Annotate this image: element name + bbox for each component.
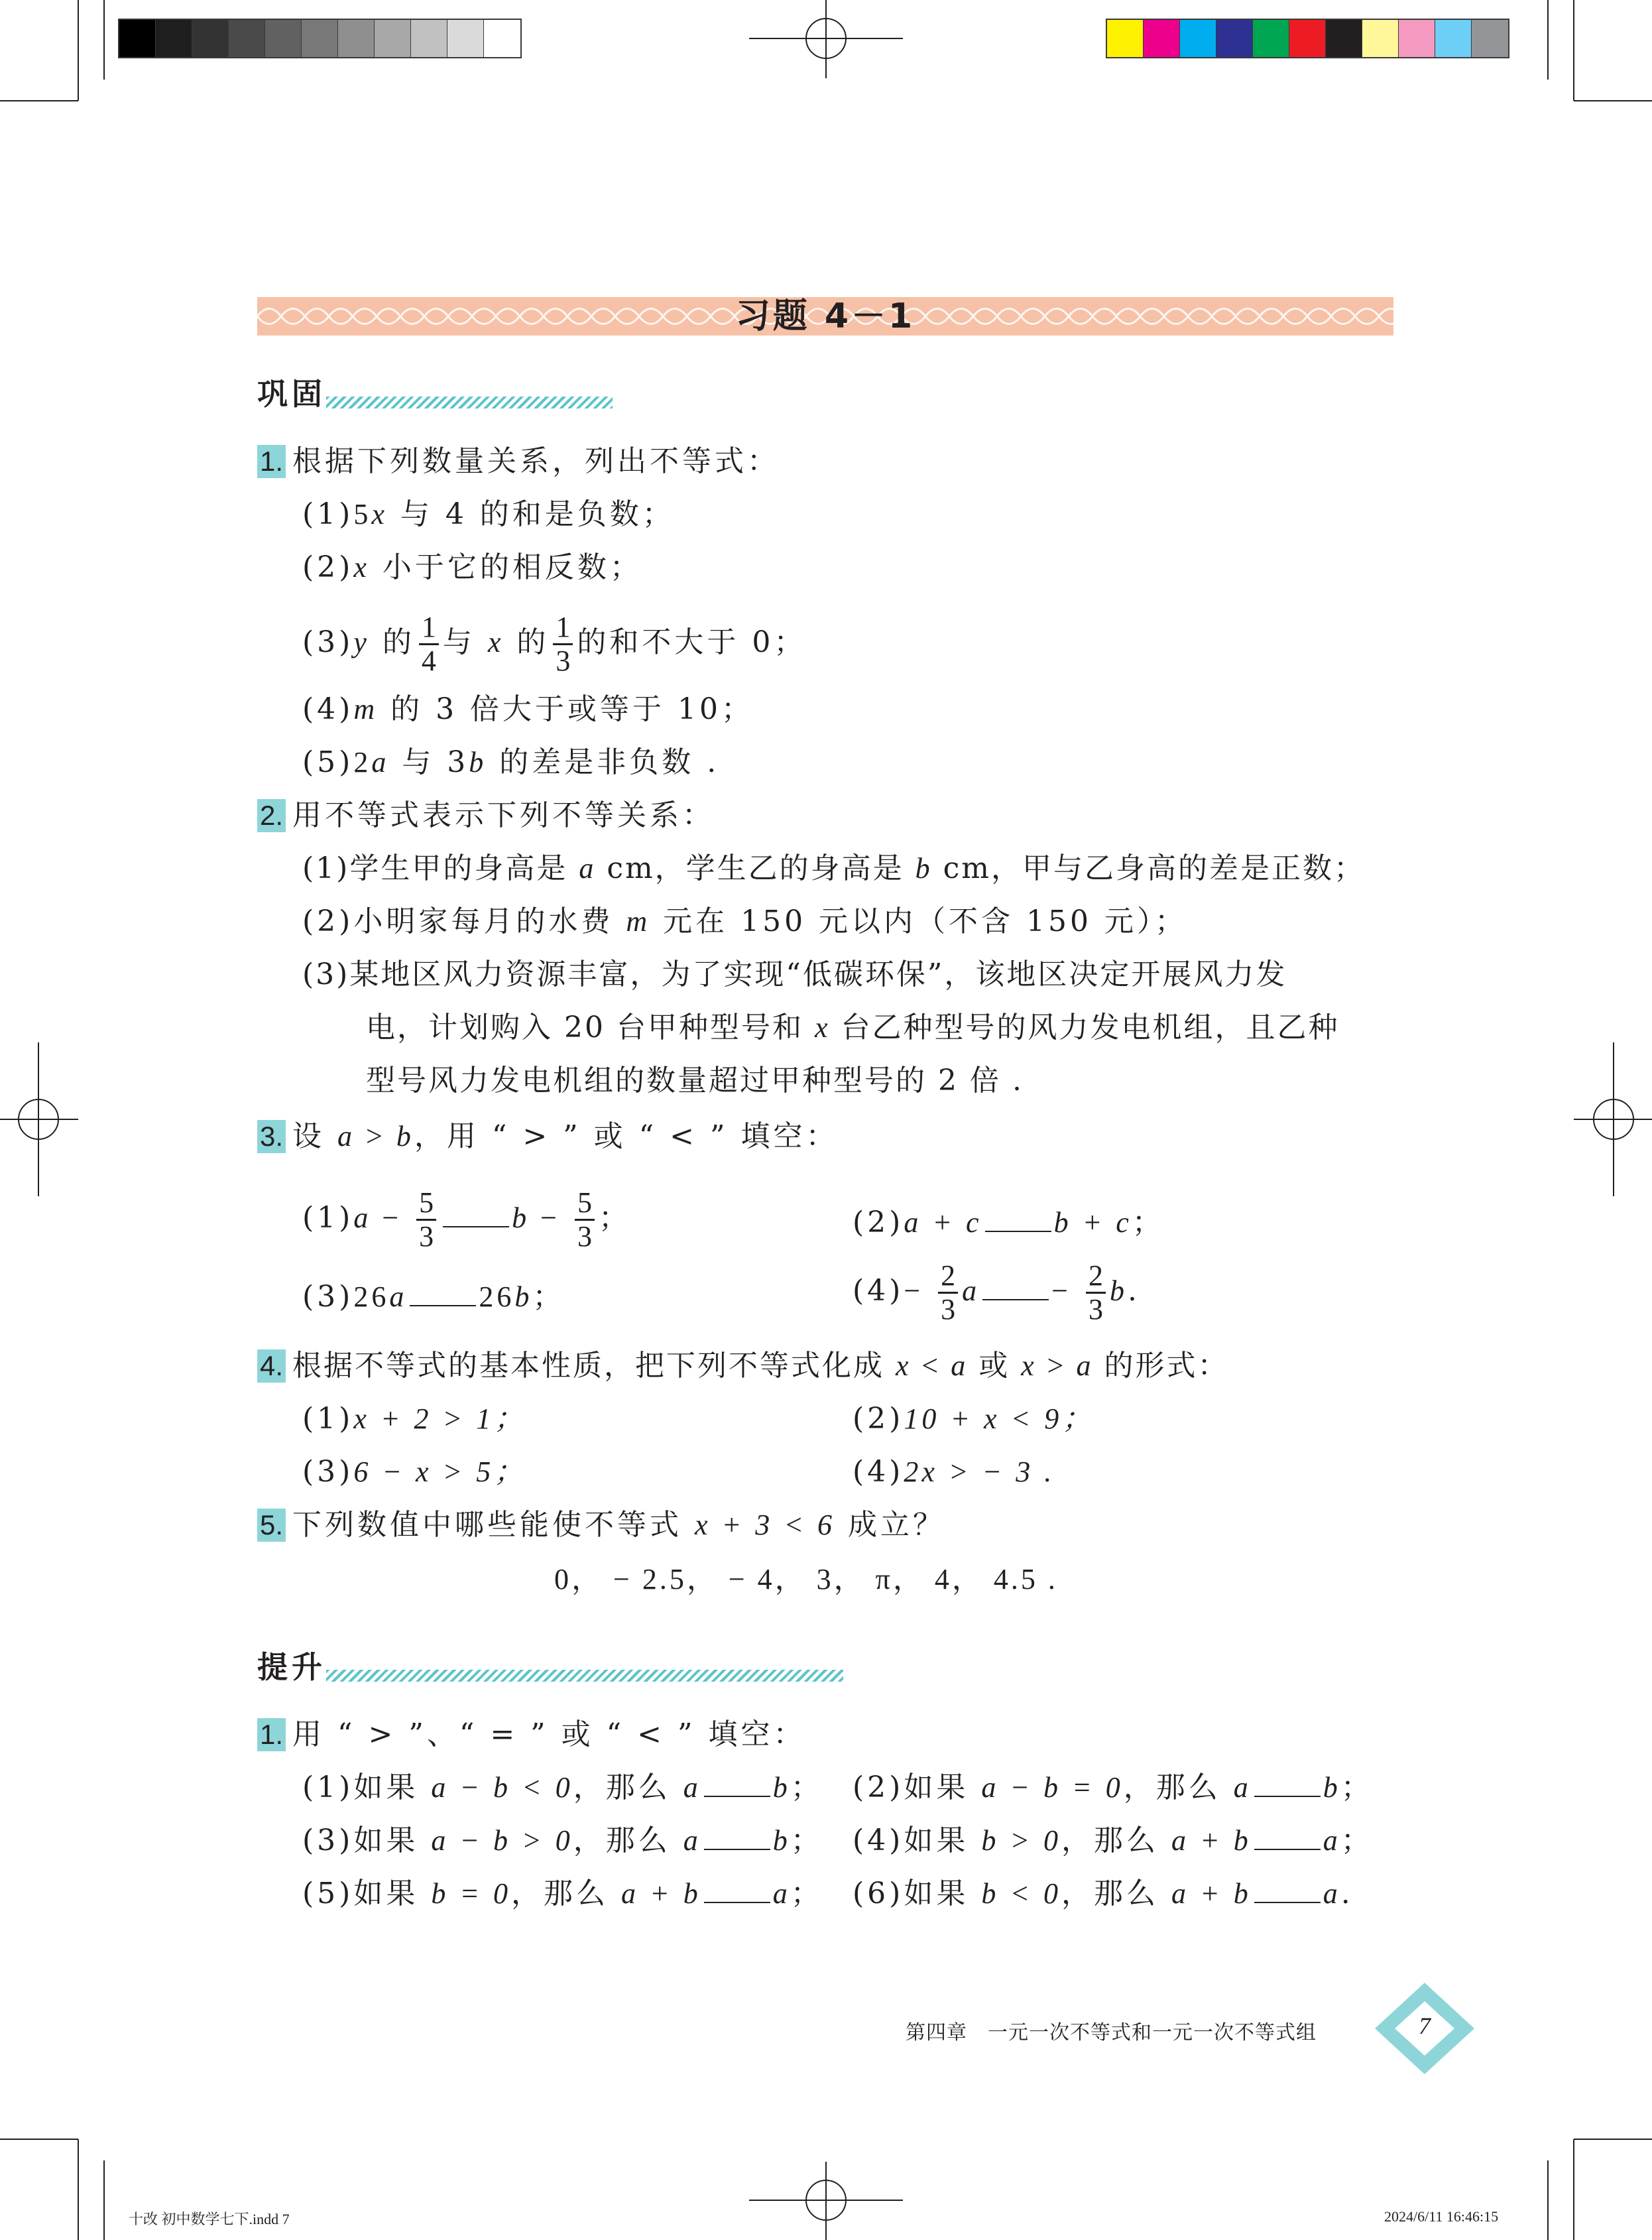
color-swatch [1144,20,1180,57]
math-var: a [389,1280,408,1313]
denominator: 4 [421,645,436,677]
item-text: 与 3 [389,745,469,779]
answer-blank[interactable] [1254,1769,1321,1797]
math-expr: 6 − x > 5； [353,1456,527,1488]
math-var: m [353,693,379,725]
question-stem: 的形式： [1092,1349,1229,1383]
item-label: (4) [302,692,354,726]
item-text: ； [532,1280,565,1314]
item-label: (2) [853,1771,904,1804]
math-expr: a + b [1171,1824,1252,1857]
question-4 [257,1346,1228,1386]
item-text: 小于它的相反数； [369,550,642,584]
q2-item-2 [302,902,1187,942]
math-var: y [353,626,370,658]
item-text: ； [1132,1206,1165,1239]
question-stem: 或 [967,1349,1022,1383]
math-var: b [772,1824,791,1857]
gray-swatch [229,20,265,57]
item-label: (2) [853,1402,904,1436]
q1-item-3 [302,611,806,677]
section-heading-improve [257,1643,326,1690]
math-var: b [396,1120,414,1152]
gray-swatch [338,20,375,57]
math: − [904,1275,935,1307]
q1-item-4 [302,690,754,729]
item-text: 如果 [353,1824,432,1857]
math-var: b [772,1771,791,1804]
math-var: a [579,852,596,885]
denominator: 3 [1088,1293,1103,1326]
math-expr: a + b [1171,1877,1252,1910]
item-text: ，那么 [1061,1877,1172,1910]
improve-question-1 [257,1715,805,1755]
math-var: x [814,1011,830,1044]
q1-item-1 [302,495,675,534]
gray-swatch [302,20,338,57]
item-label: (4) [853,1455,904,1489]
question-stem: 设 [292,1119,338,1153]
math-expr: 2x > − 3 . [904,1456,1055,1488]
item-label: (3) [302,1455,354,1489]
p1-item-2 [853,1768,1374,1808]
color-swatch [1107,20,1144,57]
item-text: ； [790,1771,823,1804]
question-1 [257,442,780,481]
math-expr: a − b < 0 [431,1771,573,1804]
color-swatch [1362,20,1399,57]
item-label: (2) [302,550,354,584]
item-text: 的 [504,625,550,659]
item-label: (2) [853,1206,904,1239]
section-stripe [326,1670,843,1682]
q4-item-4 [853,1452,1055,1492]
item-label: (4) [853,1274,904,1308]
numerator: 5 [575,1187,595,1221]
item-text: ，那么 [573,1824,683,1857]
item-text: cm，学生乙的身高是 [595,851,915,885]
math-expr: 10 + x < 9； [904,1402,1095,1435]
fraction [575,1187,595,1253]
fraction [419,611,439,677]
math: − [1051,1275,1082,1307]
gray-swatch [484,20,520,57]
math-var: a [962,1275,980,1307]
color-swatch [1216,20,1253,57]
fraction [1086,1260,1106,1326]
question-stem: 根据下列数量关系，列出不等式： [292,444,780,478]
item-label: (3) [302,958,350,991]
item-text: 的和不大于 0； [577,625,807,659]
q1-item-5 [302,743,719,782]
item-text: 小明家每月的水费 [353,904,626,938]
gray-swatch [375,20,411,57]
item-text: ； [790,1824,823,1857]
math: − [371,1202,413,1234]
numerator: 1 [553,611,573,645]
p1-item-1 [302,1768,823,1808]
item-text: 的差是非负数 . [487,745,720,779]
math-expr: a − b > 0 [431,1824,573,1857]
q1-item-2 [302,548,642,588]
answer-blank[interactable] [985,1204,1051,1232]
math-var: m [626,905,651,938]
math-expr: x + 3 < 6 [695,1509,835,1541]
color-swatch [1289,20,1326,57]
math-expr: x < a [896,1349,968,1382]
grayscale-calibration-bar [118,19,522,58]
gray-swatch [156,20,192,57]
q3-item-4 [853,1260,1140,1326]
math-var: a [772,1877,791,1910]
math-var: a [683,1771,701,1804]
item-label: (6) [853,1877,904,1910]
item-label: (3) [302,1824,354,1857]
q4-item-1 [302,1399,526,1439]
item-text: 元在 150 元以内（不含 150 元）； [650,904,1188,938]
math-var: b [514,1280,533,1313]
question-stem: 用不等式表示下列不等关系： [292,798,715,832]
question-number: 3. [257,1120,286,1153]
item-text: 的 3 倍大于或等于 10； [378,692,754,726]
color-calibration-bar [1106,19,1509,58]
question-stem: 用 “ > ”、“ = ” 或 “ < ” 填空： [292,1717,806,1751]
math-expr: a + c [904,1206,982,1239]
numerator: 2 [938,1260,958,1294]
file-slug: 十改 初中数学七下.indd 7 [129,2211,290,2227]
item-text: 学生甲的身高是 [349,851,579,885]
item-text: 电，计划购入 20 台甲种型号和 [366,1011,815,1044]
q4-item-2 [853,1399,1094,1439]
color-swatch [1326,20,1362,57]
item-label: (1) [302,1201,354,1235]
question-stem: 成立？ [835,1508,945,1542]
color-swatch [1253,20,1289,57]
q3-item-3 [302,1277,565,1317]
gray-swatch [411,20,447,57]
fraction [553,611,573,677]
answer-blank[interactable] [704,1822,770,1850]
item-text: 如果 [904,1824,982,1857]
q2-item-3-line-3 [366,1061,1024,1101]
math: − [530,1202,571,1234]
math: 5 [353,498,372,530]
item-label: (5) [302,1877,354,1910]
item-text: ，那么 [573,1771,683,1804]
math-var: b [512,1202,530,1234]
item-text: 与 [442,625,488,659]
item-label: (3) [302,1280,354,1314]
color-swatch [1472,20,1508,57]
numerator: 2 [1086,1260,1106,1294]
color-swatch [1180,20,1216,57]
answer-blank[interactable] [443,1200,509,1227]
numerator: 5 [416,1187,436,1221]
item-text: ； [1340,1824,1374,1857]
q3-item-2 [853,1187,1165,1243]
q5-values: 0， − 2.5， − 4， 3， π， 4， 4.5 . [554,1563,1058,1595]
math-var: b [469,746,487,778]
item-text: 与 4 的和是负数； [387,497,675,531]
item-text: ，那么 [1061,1824,1172,1857]
item-label: (1) [302,497,354,531]
page-title: 习题 4－1 [735,297,915,336]
question-number: 1. [257,445,286,478]
numerator: 1 [419,611,439,645]
math-var: a [353,1202,372,1234]
item-label: (3) [302,625,354,659]
color-swatch [1399,20,1435,57]
answer-blank[interactable] [1254,1822,1321,1850]
question-number: 2. [257,799,286,832]
math: 26 [479,1280,515,1313]
item-text: 如果 [353,1771,432,1804]
math-expr: a − b = 0 [981,1771,1124,1804]
question-number: 4. [257,1349,286,1383]
item-text: 如果 [904,1771,982,1804]
question-stem: 根据不等式的基本性质，把下列不等式化成 [292,1349,896,1383]
question-2 [257,796,715,836]
math-expr: b = 0 [431,1877,512,1910]
item-label: (1) [302,1402,354,1436]
math-var: b [1323,1771,1341,1804]
denominator: 3 [556,645,571,677]
item-text: 如果 [904,1877,982,1910]
item-text: 的 [369,625,415,659]
answer-blank[interactable] [704,1769,770,1797]
gray-swatch [192,20,229,57]
p1-item-3 [302,1821,823,1861]
math-var: a [337,1120,356,1152]
denominator: 3 [941,1293,956,1326]
math-var: a [1233,1771,1252,1804]
math-var: b [915,852,932,885]
question-stem: 下列数值中哪些能使不等式 [292,1508,695,1542]
math-var: x [487,626,504,658]
question-number: 1. [257,1718,286,1751]
item-label: (1) [302,1771,354,1804]
q4-item-3 [302,1452,526,1492]
color-swatch [1435,20,1472,57]
math-var: a [1323,1824,1341,1857]
answer-blank[interactable] [704,1875,770,1903]
item-text: ； [790,1877,823,1910]
q2-item-1 [302,849,1365,889]
chapter-footer: 第四章 一元一次不等式和一元一次不等式组 [906,2021,1317,2044]
denominator: 3 [419,1220,434,1253]
item-label: (5) [302,745,354,779]
math-expr: b + c [1053,1206,1132,1239]
gray-swatch [265,20,302,57]
q3-item-1 [302,1187,631,1253]
item-text: ； [598,1201,631,1235]
fraction [416,1187,436,1253]
answer-blank[interactable] [982,1273,1049,1300]
math-var: a [683,1824,701,1857]
math-expr: x > a [1021,1349,1093,1382]
question-5 [257,1505,945,1545]
section-stripe [326,397,613,408]
page-number: 7 [1419,2013,1431,2039]
math-var: x [371,498,388,530]
item-text: 型号风力发电机组的数量超过甲种型号的 2 倍 . [366,1064,1024,1097]
section-label: 巩固 [257,376,326,412]
item-label: (1) [302,851,350,885]
question-number: 5. [257,1509,286,1542]
gray-swatch [447,20,484,57]
item-text: ，那么 [511,1877,622,1910]
item-text: ； [1340,1771,1374,1804]
math-var: x [353,551,370,584]
p1-item-5 [302,1874,823,1914]
math-var: b [1109,1275,1128,1307]
item-text: 台乙种型号的风力发电机组，且乙种 [829,1011,1340,1044]
exercise-title-banner [257,297,1393,336]
item-label: (4) [853,1824,904,1857]
math-var: a [1323,1877,1341,1910]
math-expr: a + b [621,1877,701,1910]
item-label: (2) [302,904,354,938]
question-stem: ，用 “ > ” 或 “ < ” 填空： [414,1119,839,1153]
section-label: 提升 [257,1649,326,1685]
gray-swatch [119,20,156,57]
math-expr: x + 2 > 1； [353,1402,527,1435]
math: 26 [353,1280,390,1313]
item-text: 如果 [353,1877,432,1910]
item-text: ，那么 [1123,1771,1234,1804]
section-heading-consolidate [257,370,326,416]
answer-blank[interactable] [1254,1875,1321,1903]
math: 2 [353,746,372,778]
fraction [938,1260,958,1326]
answer-blank[interactable] [410,1278,476,1306]
p1-item-6 [853,1874,1354,1914]
q2-item-3 [302,955,1287,995]
question-3 [257,1117,838,1156]
item-text: cm，甲与乙身高的差是正数； [931,851,1366,885]
math: > [355,1120,396,1152]
timestamp-slug: 2024/6/11 16:46:15 [1384,2208,1499,2225]
p1-item-4 [853,1821,1374,1861]
math-expr: b < 0 [981,1877,1062,1910]
math-expr: b > 0 [981,1824,1062,1857]
denominator: 3 [577,1220,592,1253]
item-text: 某地区风力资源丰富，为了实现“低碳环保”，该地区决定开展风力发 [349,958,1287,991]
math-var: a [371,746,390,778]
item-text: . [1127,1274,1140,1308]
q2-item-3-line-2 [366,1008,1339,1048]
item-text: . [1340,1877,1354,1910]
